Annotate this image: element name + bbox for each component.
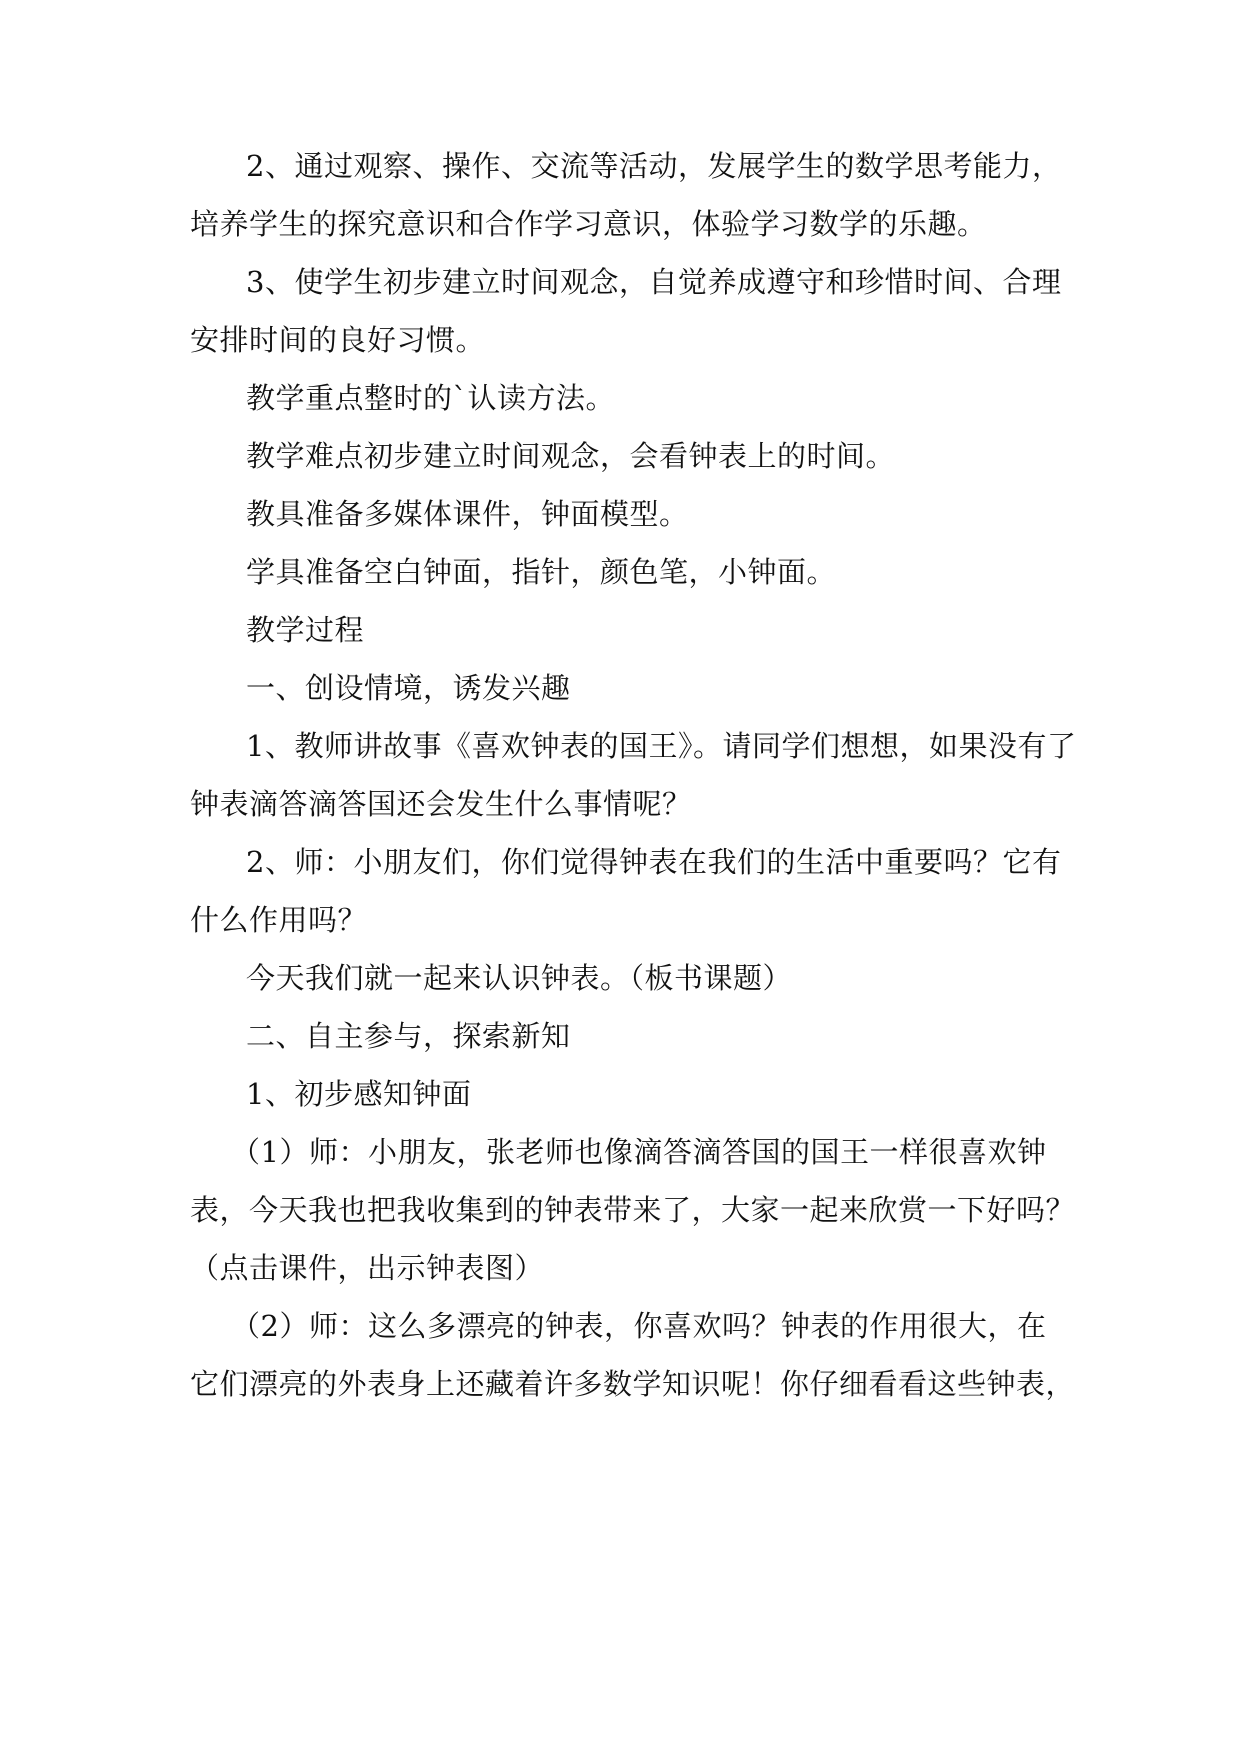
intro-line: 今天我们就一起来认识钟表。（板书课题）: [246, 961, 793, 995]
step-1-line-1: 1、教师讲故事《喜欢钟表的国王》。请同学们想想，如果没有了: [246, 729, 1077, 763]
objective-2-line-2: 培养学生的探究意识和合作学习意识，体验学习数学的乐趣。: [190, 207, 987, 241]
sub-step-1-line-3: （点击课件，出示钟表图）: [190, 1251, 545, 1285]
teaching-difficulty: 教学难点初步建立时间观念，会看钟表上的时间。: [246, 439, 896, 473]
step-2-line-1: 2、师：小朋友们，你们觉得钟表在我们的生活中重要吗？它有: [246, 845, 1062, 879]
teaching-aids: 教具准备多媒体课件，钟面模型。: [246, 497, 689, 531]
sub-step-1-line-2: 表，今天我也把我收集到的钟表带来了，大家一起来欣赏一下好吗？: [190, 1193, 1076, 1227]
section-heading-process: 教学过程: [246, 613, 365, 647]
student-materials: 学具准备空白钟面，指针，颜色笔，小钟面。: [246, 555, 837, 589]
objective-3-line-2: 安排时间的良好习惯。: [190, 323, 486, 357]
teaching-key-point: 教学重点整时的`认读方法。: [246, 381, 616, 415]
section-heading-2: 二、自主参与，探索新知: [246, 1019, 571, 1053]
step-2-line-2: 什么作用吗？: [190, 903, 368, 937]
objective-3-line-1: 3、使学生初步建立时间观念，自觉养成遵守和珍惜时间、合理: [246, 265, 1062, 299]
subsection-heading-1: 1、初步感知钟面: [246, 1077, 472, 1111]
section-heading-1: 一、创设情境，诱发兴趣: [246, 671, 571, 705]
sub-step-2-line-2: 它们漂亮的外表身上还藏着许多数学知识呢！你仔细看看这些钟表，: [190, 1367, 1076, 1401]
sub-step-2-line-1: （2）师：这么多漂亮的钟表，你喜欢吗？钟表的作用很大，在: [231, 1309, 1047, 1343]
sub-step-1-line-1: （1）师：小朋友，张老师也像滴答滴答国的国王一样很喜欢钟: [231, 1135, 1047, 1169]
step-1-line-2: 钟表滴答滴答国还会发生什么事情呢？: [190, 787, 692, 821]
objective-2-line-1: 2、通过观察、操作、交流等活动，发展学生的数学思考能力，: [246, 149, 1062, 183]
